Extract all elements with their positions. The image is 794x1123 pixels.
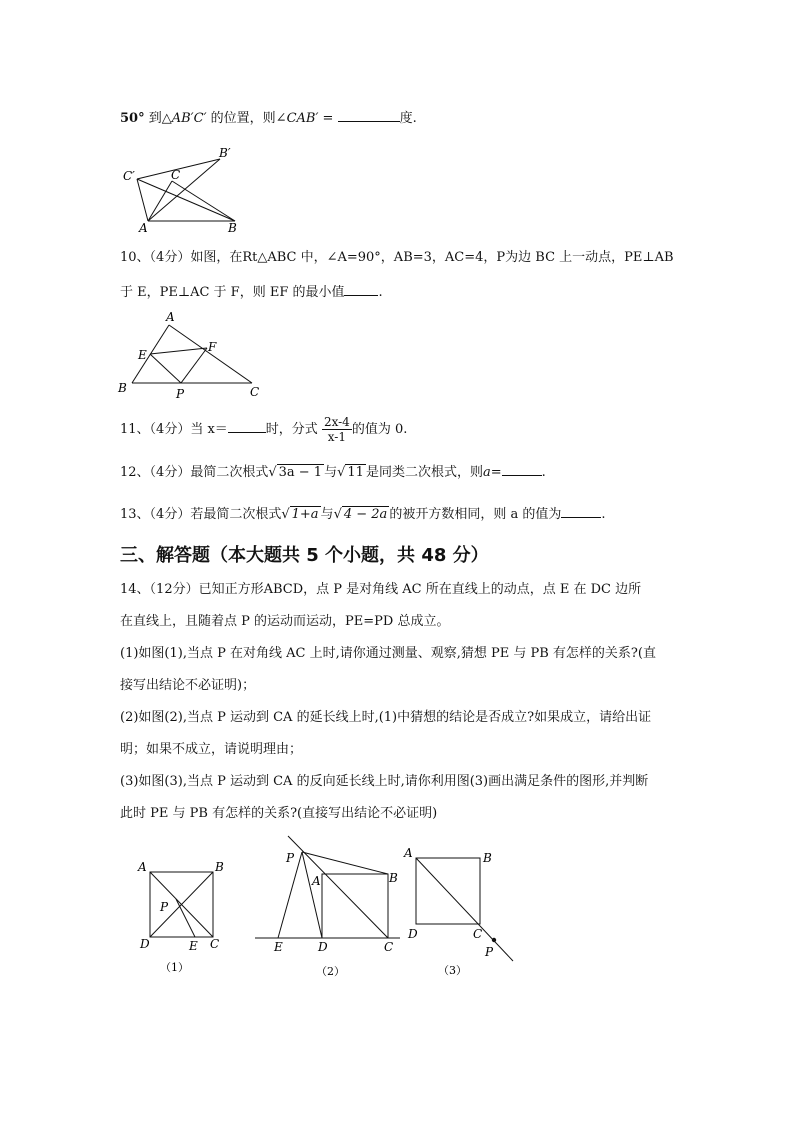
- q9-label-a: A: [139, 221, 148, 234]
- q10-figure: [112, 308, 272, 403]
- q9-text-3: =: [318, 111, 338, 126]
- q11-answer-blank[interactable]: [228, 419, 266, 433]
- q10-text-b: .: [378, 285, 383, 300]
- q12-text-d: .: [541, 465, 546, 480]
- q14-line-7: (3)如图(3),当点 P 运动到 CA 的反向延长线上时,请你利用图(3)画出满足条件的图形,并判断: [120, 774, 649, 789]
- section-heading: 三、解答题（本大题共 5 个小题，共 48 分）: [120, 545, 489, 566]
- q12-radicand-1: 3a − 1: [278, 465, 323, 480]
- fig3-label-d: D: [408, 927, 418, 941]
- q9-label-b: B: [228, 221, 237, 234]
- q12-line: [120, 462, 546, 482]
- fig2-caption: （2）: [316, 965, 345, 978]
- fig2-label-p: P: [286, 851, 295, 865]
- q11-text-c: 的值为 0.: [351, 422, 408, 437]
- q10-label-p: P: [176, 387, 185, 401]
- q13-radicand-1: 1+a: [291, 507, 319, 522]
- q10-label-e: E: [138, 348, 147, 362]
- q13-answer-blank[interactable]: [561, 504, 601, 518]
- q12-radicand-2: 11: [347, 465, 364, 480]
- fig3-caption: （3）: [438, 964, 467, 977]
- q13-text-b: 的被开方数相同，则 a 的值为: [389, 507, 562, 522]
- q11-numerator: 2x-4: [323, 415, 350, 429]
- fig1-label-e: E: [189, 939, 198, 953]
- q14-line-3: (1)如图(1),当点 P 在对角线 AC 上时,请你通过测量、观察,猜想 PE 与 PB 有怎样的关系?(直: [120, 646, 656, 661]
- fig3-label-b: B: [483, 851, 492, 865]
- fig3-label-p: P: [485, 945, 494, 959]
- q9-text-4: 度.: [399, 111, 417, 126]
- q11-fraction: [322, 415, 352, 444]
- q10-label-b: B: [118, 381, 127, 395]
- q11-text-a: 11、（4分）当 x＝: [120, 422, 228, 437]
- q10-label-a: A: [166, 310, 175, 324]
- fig2-label-c: C: [384, 940, 394, 954]
- fig1-label-p: P: [160, 900, 169, 914]
- q11-text-b: 时，分式: [265, 422, 318, 437]
- q9-triangle: AB′C′: [171, 111, 207, 126]
- q12-text-m: 与: [324, 465, 338, 480]
- q12-text-b: 是同类二次根式，则: [365, 465, 483, 480]
- fig1-label-b: B: [215, 860, 224, 874]
- q10-text-a: 于 E，PE⊥AC 于 F，则 EF 的最小值: [120, 285, 345, 300]
- q10-label-c: C: [250, 385, 260, 399]
- q11-denominator: x-1: [327, 430, 346, 444]
- q14-line-8: 此时 PE 与 PB 有怎样的关系?(直接写出结论不必证明): [120, 806, 438, 821]
- q13-text-c: .: [601, 507, 606, 522]
- q9-angle: CAB′: [286, 111, 319, 126]
- q9-label-c: C: [171, 168, 181, 182]
- fig3-point-p: [492, 938, 496, 942]
- fig3-label-c: C: [473, 927, 483, 941]
- q9-figure: [115, 142, 245, 234]
- q9-answer-blank[interactable]: [338, 108, 400, 122]
- q9-angle-value: 50°: [120, 111, 145, 126]
- fig1-label-d: D: [140, 937, 150, 951]
- q14-line-1: 14、（12分）已知正方形ABCD，点 P 是对角线 AC 所在直线上的动点，点 E 在 DC 边所: [120, 582, 642, 597]
- q14-line-5: (2)如图(2),当点 P 运动到 CA 的延长线上时,(1)中猜想的结论是否成立?如果成立，请给出证: [120, 710, 652, 725]
- q9-label-b-prime: B′: [219, 146, 231, 160]
- q14-figure-2: [250, 830, 410, 980]
- q11-line: [120, 413, 407, 447]
- q13-radical-2: √ 4 − 2a: [333, 507, 388, 522]
- q10-line-2: [120, 282, 383, 302]
- q13-text-a: 13、（4分）若最简二次根式: [120, 507, 282, 522]
- fig1-label-c: C: [210, 937, 220, 951]
- fig1-label-a: A: [138, 860, 147, 874]
- q9-text-2: 的位置，则∠: [206, 111, 287, 126]
- q14-figure-1: [132, 855, 232, 980]
- q13-radical-1: √ 1+a: [281, 507, 319, 522]
- q14-figure-3: [400, 840, 530, 980]
- fig2-label-a: A: [312, 874, 321, 888]
- fig1-caption: （1）: [160, 961, 189, 974]
- q14-line-4: 接写出结论不必证明)；: [120, 678, 256, 693]
- fig2-label-e: E: [274, 940, 283, 954]
- q9-line: [120, 108, 417, 128]
- q12-radical-2: √ 11: [337, 465, 364, 480]
- q13-radicand-2: 4 − 2a: [343, 507, 388, 522]
- q14-line-6: 明；如果不成立，请说明理由；: [120, 742, 303, 757]
- q12-answer-blank[interactable]: [502, 462, 542, 476]
- q14-line-2: 在直线上，且随着点 P 的运动而运动，PE=PD 总成立。: [120, 614, 450, 629]
- q13-text-m: 与: [320, 507, 334, 522]
- q10-answer-blank[interactable]: [344, 282, 378, 296]
- q13-line: [120, 504, 605, 524]
- q9-label-c-prime: C′: [123, 169, 135, 183]
- fig2-label-d: D: [318, 940, 328, 954]
- q10-label-f: F: [208, 340, 217, 354]
- q12-text-a: 12、（4分）最简二次根式: [120, 465, 269, 480]
- fig3-label-a: A: [404, 846, 413, 860]
- q12-text-c: =: [490, 465, 502, 480]
- fig2-label-b: B: [389, 871, 398, 885]
- q10-line-1: 10、（4分）如图，在Rt△ABC 中，∠A=90°，AB=3，AC=4，P为边 BC 上一动点，PE⊥AB: [120, 250, 674, 265]
- q12-variable: a: [482, 465, 491, 480]
- q9-text-1: 到△: [144, 111, 172, 126]
- q12-radical-1: √ 3a − 1: [268, 465, 323, 480]
